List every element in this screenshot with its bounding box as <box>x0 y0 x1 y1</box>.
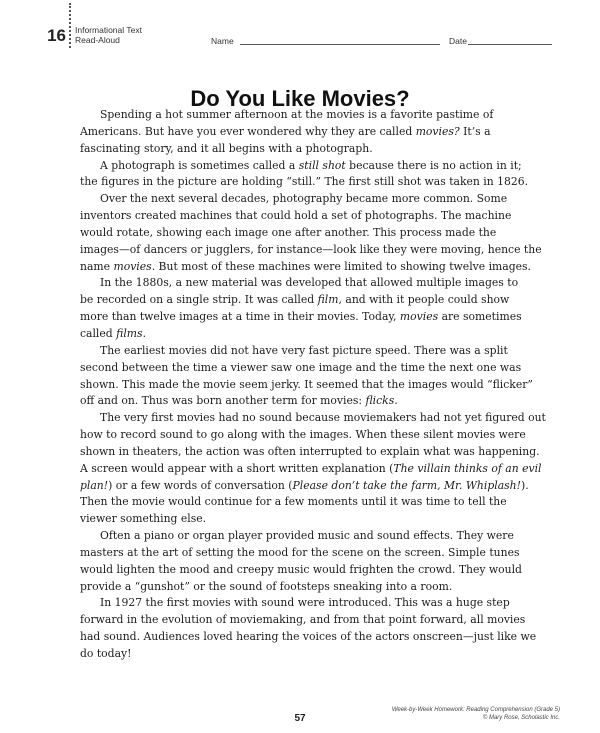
text-segment: In the 1880s, a new material was developed that allowed multiple images to <box>100 276 519 290</box>
text-line <box>80 208 524 225</box>
lesson-type-line1: Informational Text <box>75 25 142 35</box>
text-line <box>80 612 524 629</box>
text-segment: more than twelve images at a time in their movies. Today, <box>80 310 400 324</box>
text-segment: It’s a <box>459 124 491 138</box>
text-segment: The earliest movies did not have very fast picture speed. There was a split <box>100 343 508 357</box>
text-line <box>80 124 524 141</box>
text-line <box>80 511 524 528</box>
lesson-number: 16 <box>47 26 66 45</box>
text-line <box>80 141 524 158</box>
text-line <box>80 174 529 191</box>
text-line <box>80 562 524 579</box>
text-line <box>80 360 524 377</box>
text-segment: are sometimes <box>438 310 522 324</box>
text-line <box>80 377 533 394</box>
text-segment: still shot <box>298 158 346 172</box>
text-segment: provide a “gunshot” or the sound of footsteps sneaking into a room. <box>80 579 453 593</box>
text-line <box>80 326 524 343</box>
date-field[interactable] <box>468 44 552 45</box>
text-line <box>80 494 524 511</box>
date-label: Date <box>449 36 467 46</box>
text-line <box>80 461 542 478</box>
text-segment: , and with it people could show <box>338 293 510 307</box>
credit-line1: Week-by-Week Homework: Reading Comprehension (Grade 5) <box>391 707 560 713</box>
text-line <box>80 410 546 427</box>
text-segment: name <box>80 259 114 273</box>
text-segment: how to record sound to go along with the images. When these silent movies were <box>80 428 526 442</box>
text-segment: films <box>116 326 143 340</box>
credit-line2: © Mary Rose, Scholastic Inc. <box>482 715 560 721</box>
text-line <box>80 343 524 360</box>
text-line <box>80 393 524 410</box>
text-segment: masters at the art of setting the mood for the scene on the screen. Simple tunes <box>80 545 520 559</box>
text-segment: Often a piano or organ player provided music and sound effects. They were <box>100 529 514 543</box>
text-line <box>80 292 524 309</box>
text-segment: . But most of these machines were limited to showing twelve images. <box>151 259 531 273</box>
text-segment: ). <box>520 478 529 492</box>
text-line <box>80 478 529 495</box>
text-segment: . <box>142 326 146 340</box>
article-body <box>80 107 546 663</box>
text-line <box>80 107 524 124</box>
text-segment: In 1927 the first movies with sound were introduced. This was a huge step <box>100 596 510 610</box>
text-segment: film <box>317 293 339 307</box>
text-segment: second between the time a viewer saw one image and the time the next one was <box>80 360 522 374</box>
text-segment: Over the next several decades, photography became more common. Some <box>100 192 508 206</box>
text-line <box>80 309 524 326</box>
text-segment: forward in the evolution of moviemaking, and from that point forward, all movies <box>80 613 526 627</box>
text-line <box>80 427 524 444</box>
page-number: 57 <box>294 713 306 724</box>
text-segment: shown in theaters, the action was often interrupted to explain what was happening. <box>80 444 540 458</box>
text-segment: flicks <box>365 394 395 408</box>
text-line <box>80 528 524 545</box>
text-line <box>80 579 524 596</box>
text-segment: would rotate, showing each image one after another. This process made the <box>80 225 497 239</box>
lesson-type-line2: Read-Aloud <box>75 35 120 45</box>
name-label: Name <box>211 36 234 46</box>
text-segment: had sound. Audiences loved hearing the voices of the actors onscreen—just like we <box>80 630 537 644</box>
text-line <box>80 158 524 175</box>
text-segment: images—of dancers or jugglers, for instance—look like they were moving, hence the <box>80 242 542 256</box>
page-header <box>0 0 600 60</box>
text-line <box>80 444 540 461</box>
text-segment: Please don’t take the farm, Mr. Whiplash! <box>292 478 521 492</box>
text-segment: The villain thinks of an evil <box>393 461 542 475</box>
page-title: Do You Like Movies? <box>190 86 410 111</box>
text-segment: Spending a hot summer afternoon at the movies is a favorite pastime of <box>100 108 494 121</box>
text-segment: because there is no action in it; <box>345 158 522 172</box>
text-segment: Americans. But have you ever wondered why they are called <box>80 124 416 138</box>
text-segment: inventors created machines that could hold a set of photographs. The machine <box>80 209 512 223</box>
name-field[interactable] <box>240 44 440 45</box>
text-line <box>80 259 531 276</box>
text-line <box>80 646 524 663</box>
text-segment: The very first movies had no sound because moviemakers had not yet figured out <box>100 411 546 425</box>
text-segment: viewer something else. <box>80 512 207 526</box>
text-segment: A photograph is sometimes called a <box>100 158 299 172</box>
text-line <box>80 275 524 292</box>
text-line <box>80 191 524 208</box>
text-line <box>80 595 524 612</box>
text-segment: do today! <box>80 647 132 660</box>
dotted-divider <box>69 3 71 48</box>
lesson-type <box>75 25 142 45</box>
text-segment: off and on. Thus was born another term for movies: <box>80 394 366 408</box>
text-segment: would lighten the mood and creepy music would frighten the crowd. They would <box>80 562 522 576</box>
text-line <box>80 629 537 646</box>
text-segment: called <box>80 326 117 340</box>
text-segment: movies? <box>415 124 460 138</box>
text-line <box>80 242 542 259</box>
text-segment: the figures in the picture are holding “still.” The first still shot was taken in 1826. <box>80 175 529 189</box>
text-line <box>80 225 524 242</box>
text-segment: movies <box>113 259 152 273</box>
text-segment: movies <box>399 310 439 324</box>
text-segment: Then the movie would continue for a few moments until it was time to tell the <box>80 495 507 509</box>
text-segment: A screen would appear with a short written explanation ( <box>80 461 394 475</box>
text-segment: plan! <box>80 478 109 492</box>
text-segment: shown. This made the movie seem jerky. It seemed that the images would “flicker” <box>80 377 533 391</box>
text-segment: be recorded on a single strip. It was called <box>80 293 318 307</box>
text-segment: . <box>394 394 398 408</box>
text-segment: ) or a few words of conversation ( <box>108 478 293 492</box>
text-line <box>80 545 524 562</box>
text-segment: fascinating story, and it all begins with a photograph. <box>80 141 373 155</box>
